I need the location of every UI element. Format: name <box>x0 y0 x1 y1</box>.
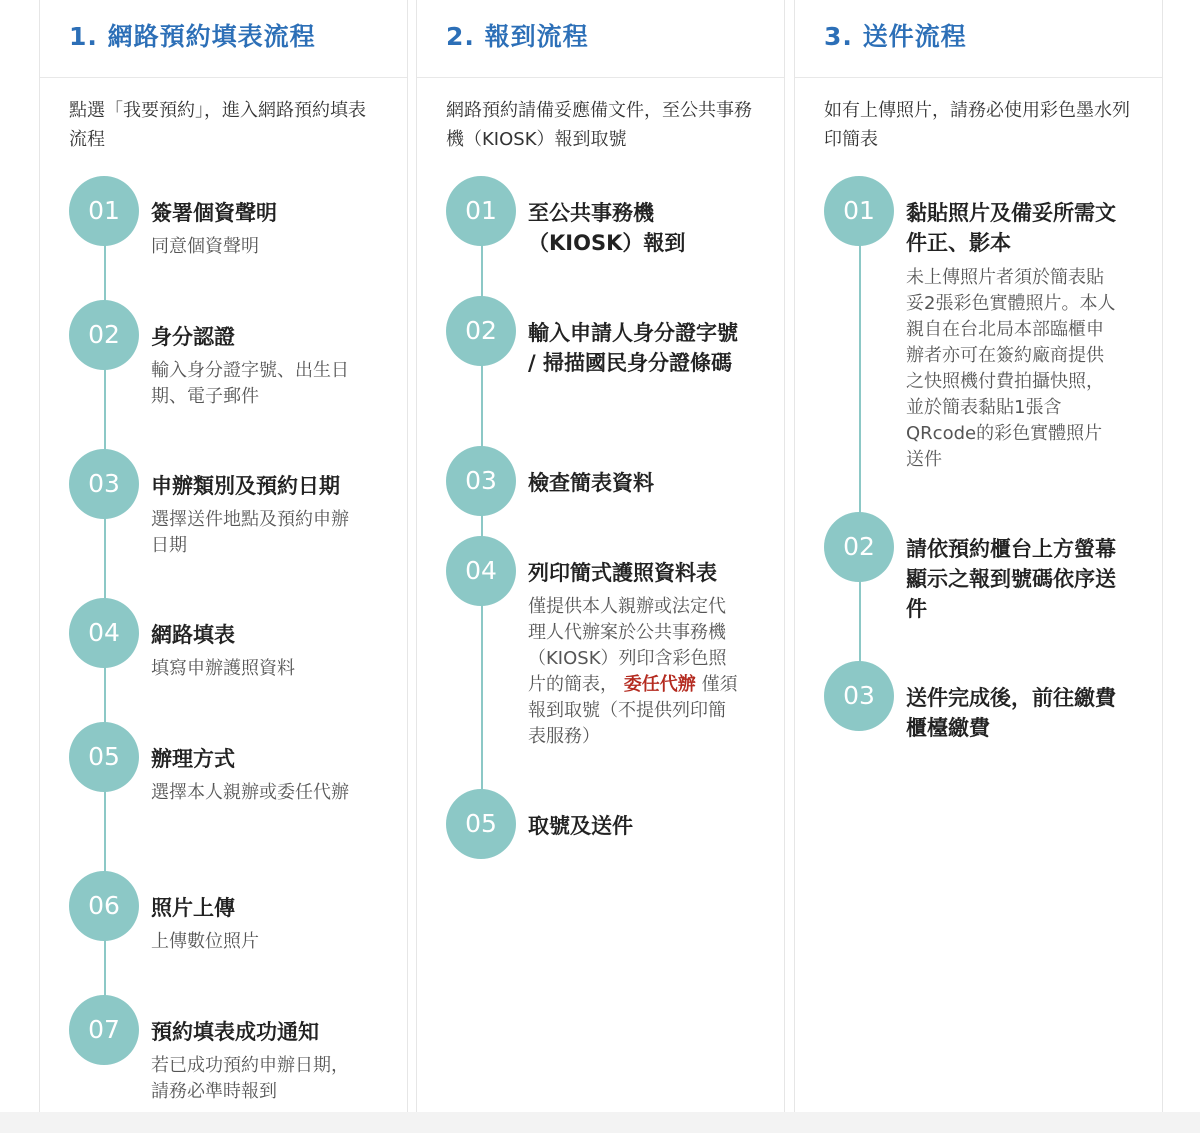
column-intro: 點選「我要預約」，進入網路預約填表流程 <box>69 100 366 150</box>
step-title: 申辦類別及預約日期 <box>151 474 340 498</box>
column-title: 2. 報到流程 <box>446 22 589 51</box>
step-number-badge: 01 <box>824 176 894 246</box>
timeline <box>40 0 407 1133</box>
step-number-badge: 03 <box>824 661 894 731</box>
step-title: 照片上傳 <box>151 896 235 920</box>
step-description: 上傳數位照片 <box>151 931 259 952</box>
step-title: 請依預約櫃台上方螢幕顯示之報到號碼依序送件 <box>906 537 1116 621</box>
step-description: 未上傳照片者須於簡表貼妥2張彩色實體照片。本人親自在台北局本部臨櫃申辦者亦可在簽約廠商提供之快照機付費拍攝快照，並於簡表黏貼1張含QRcode的彩色實體照片送件 <box>906 267 1116 470</box>
step-number-badge: 05 <box>446 789 516 859</box>
step-title: 取號及送件 <box>528 814 633 838</box>
column-title: 1. 網路預約填表流程 <box>69 22 316 51</box>
column-intro: 如有上傳照片，請務必使用彩色墨水列印簡表 <box>824 100 1130 150</box>
step-number-badge: 02 <box>446 296 516 366</box>
step-number-badge: 01 <box>446 176 516 246</box>
step-description-text: 僅須報到取號（不提供列印簡表服務） <box>528 674 738 747</box>
step-title: 黏貼照片及備妥所需文件正、影本 <box>906 201 1116 255</box>
step-number-badge: 05 <box>69 722 139 792</box>
step-title: 輸入申請人身分證字號 / 掃描國民身分證條碼 <box>528 321 738 375</box>
step-number-badge: 01 <box>69 176 139 246</box>
step-number-badge: 03 <box>446 446 516 516</box>
step-number-badge: 02 <box>69 300 139 370</box>
step-number-badge: 04 <box>446 536 516 606</box>
step-title: 列印簡式護照資料表 <box>528 561 717 585</box>
step-title: 辦理方式 <box>151 747 235 771</box>
step-description: 若已成功預約申辦日期，請務必準時報到 <box>151 1055 349 1102</box>
step-description-highlight: 委任代辦 <box>623 674 696 695</box>
process-column-submission <box>794 0 1163 1133</box>
timeline <box>417 0 784 1133</box>
column-intro: 網路預約請備妥應備文件，至公共事務機（KIOSK）報到取號 <box>446 100 752 150</box>
bottom-edge-shade <box>0 1112 1200 1133</box>
column-title: 3. 送件流程 <box>824 22 967 51</box>
step-title: 網路填表 <box>151 623 235 647</box>
step-description: 選擇送件地點及預約申辦日期 <box>151 509 349 556</box>
step-number-badge: 03 <box>69 449 139 519</box>
step-title: 至公共事務機（KIOSK）報到 <box>528 201 686 255</box>
step-description <box>528 594 738 750</box>
step-number-badge: 07 <box>69 995 139 1065</box>
step-description-text: 僅提供本人親辦或法定代理人代辦案於公共事務機（KIOSK）列印含彩色照片的簡表， <box>528 596 727 695</box>
timeline <box>795 0 1162 1133</box>
step-description: 填寫申辦護照資料 <box>151 658 295 679</box>
step-title: 送件完成後，前往繳費櫃檯繳費 <box>906 686 1116 740</box>
step-description: 選擇本人親辦或委任代辦 <box>151 782 349 803</box>
step-title: 檢查簡表資料 <box>528 471 654 495</box>
step-description: 同意個資聲明 <box>151 236 259 257</box>
step-title: 身分認證 <box>151 325 235 349</box>
process-column-check-in <box>416 0 785 1133</box>
process-column-online-booking <box>39 0 408 1133</box>
step-number-badge: 02 <box>824 512 894 582</box>
step-title: 預約填表成功通知 <box>151 1020 319 1044</box>
step-number-badge: 06 <box>69 871 139 941</box>
step-description: 輸入身分證字號、出生日期、電子郵件 <box>151 360 349 407</box>
timeline-line <box>859 240 861 685</box>
step-number-badge: 04 <box>69 598 139 668</box>
step-title: 簽署個資聲明 <box>151 201 277 225</box>
